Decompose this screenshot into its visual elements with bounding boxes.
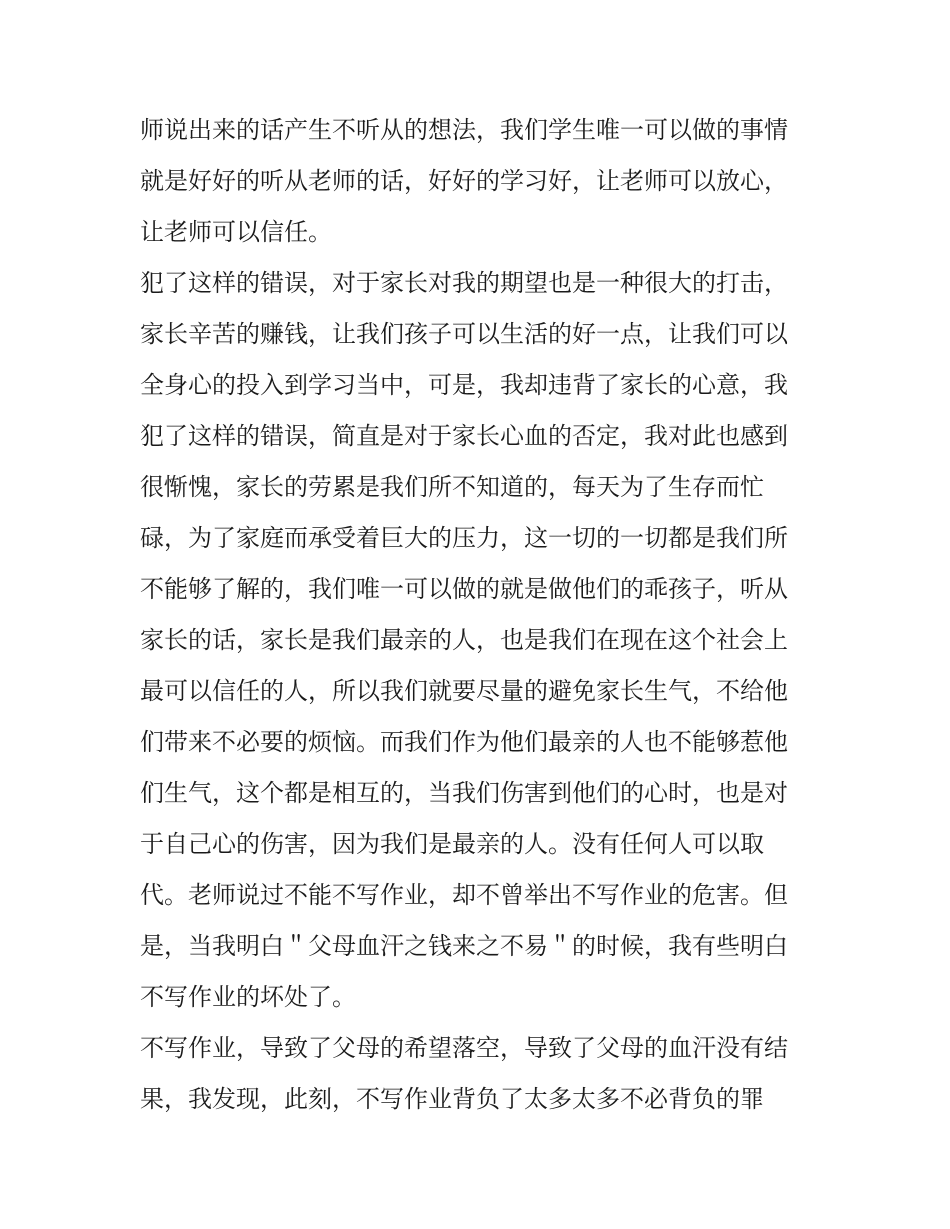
text-line: 全身心的投入到学习当中，可是，我却违背了家长的心意，我 (140, 371, 788, 399)
text-line: 代。老师说过不能不写作业，却不曾举出不写作业的危害。但 (140, 881, 788, 909)
text-line: 师说出来的话产生不听从的想法，我们学生唯一可以做的事情 (140, 116, 788, 144)
text-line: 们带来不必要的烦恼。而我们作为他们最亲的人也不能够惹他 (140, 728, 788, 756)
text-line: 犯了这样的错误，对于家长对我的期望也是一种很大的打击， (140, 269, 788, 297)
text-line: 很惭愧，家长的劳累是我们所不知道的，每天为了生存而忙 (140, 473, 764, 501)
text-line: 于自己心的伤害，因为我们是最亲的人。没有任何人可以取 (140, 830, 764, 858)
text-line: 犯了这样的错误，简直是对于家长心血的否定，我对此也感到 (140, 422, 788, 450)
text-line: 家长辛苦的赚钱，让我们孩子可以生活的好一点，让我们可以 (140, 320, 788, 348)
text-line: 不写作业的坏处了。 (140, 983, 356, 1011)
text-line: 让老师可以信任。 (140, 218, 332, 246)
text-line: 是，当我明白＂父母血汗之钱来之不易＂的时候，我有些明白 (140, 932, 788, 960)
text-line: 们生气，这个都是相互的，当我们伤害到他们的心时，也是对 (140, 779, 788, 807)
text-line: 家长的话，家长是我们最亲的人，也是我们在现在这个社会上 (140, 626, 788, 654)
text-line: 就是好好的听从老师的话，好好的学习好，让老师可以放心， (140, 167, 788, 195)
body-text (140, 105, 815, 1125)
text-line: 最可以信任的人，所以我们就要尽量的避免家长生气，不给他 (140, 677, 788, 705)
text-line: 碌，为了家庭而承受着巨大的压力，这一切的一切都是我们所 (140, 524, 788, 552)
text-line: 不能够了解的，我们唯一可以做的就是做他们的乖孩子，听从 (140, 575, 788, 603)
text-line: 不写作业，导致了父母的希望落空，导致了父母的血汗没有结 (140, 1034, 788, 1062)
text-line: 果，我发现，此刻，不写作业背负了太多太多不必背负的罪 (140, 1085, 764, 1113)
